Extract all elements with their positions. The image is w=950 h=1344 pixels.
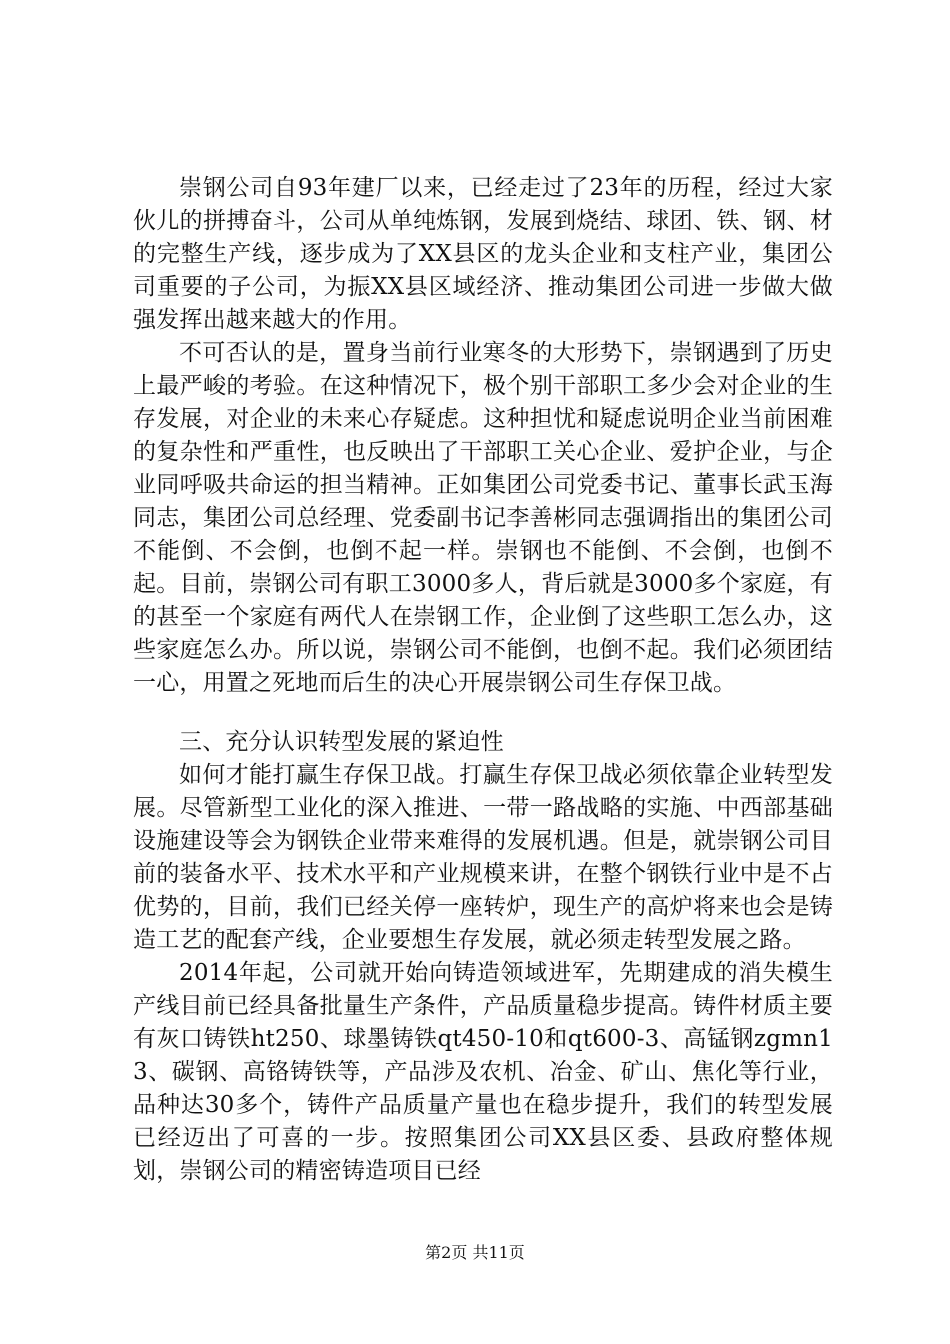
paragraph-transformation-need: 如何才能打赢生存保卫战。打赢生存保卫战必须依靠企业转型发展。尽管新型工业化的深入推进、一带一路战略的实施、中西部基础设施建设等会为钢铁企业带来难得的发展机遇。但是，就崇钢公司目前的装备水平、技术水平和产业规模来讲，在整个钢铁行业中是不占优势的，目前，我们已经关停一座转炉，现生产的高炉将来也会是铸造工艺的配套产线，企业要想生存发展，就必须走转型发展之路。 [133,762,833,953]
paragraph-casting-progress: 2014年起，公司就开始向铸造领域进军，先期建成的消失模生产线目前已经具备批量生产条件，产品质量稳步提高。铸件材质主要有灰口铸铁ht250、球墨铸铁qt450-10和qt600-3、高锰钢zgmn13、碳钢、高铬铸铁等，产品涉及农机、冶金、矿山、焦化等行业，品种达30多个，铸件产品质量产量也在稳步提升，我们的转型发展已经迈出了可喜的一步。按照集团公司XX县区委、县政府整体规划，崇钢公司的精密铸造项目已经 [133,960,833,1184]
paragraph-current-challenges: 不可否认的是，置身当前行业寒冬的大形势下，崇钢遇到了历史上最严峻的考验。在这种情况下，极个别干部职工多少会对企业的生存发展，对企业的未来心存疑虑。这种担忧和疑虑说明企业当前困难的复杂性和严重性，也反映出了干部职工关心企业、爱护企业，与企业同呼吸共命运的担当精神。正如集团公司党委书记、董事长武玉海同志，集团公司总经理、党委副书记李善彬同志强调指出的集团公司不能倒、不会倒，也倒不起一样。崇钢也不能倒、不会倒，也倒不起。目前，崇钢公司有职工3000多人，背后就是3000多个家庭，有的甚至一个家庭有两代人在崇钢工作，企业倒了这些职工怎么办，这些家庭怎么办。所以说，崇钢公司不能倒，也倒不起。我们必须团结一心，用置之死地而后生的决心开展崇钢公司生存保卫战。 [133,340,833,696]
section-heading: 三、充分认识转型发展的紧迫性 [179,729,504,755]
paragraph-spacer [133,700,833,726]
paragraph-company-history: 崇钢公司自93年建厂以来，已经走过了23年的历程，经过大家伙儿的拼搏奋斗，公司从单纯炼钢，发展到烧结、球团、铁、钢、材的完整生产线，逐步成为了XX县区的龙头企业和支柱产业，集团公司重要的子公司，为振XX县区域经济、推动集团公司进一步做大做强发挥出越来越大的作用。 [133,175,833,333]
document-body [133,172,833,1188]
page-footer: 第2页 共11页 [425,1243,525,1262]
